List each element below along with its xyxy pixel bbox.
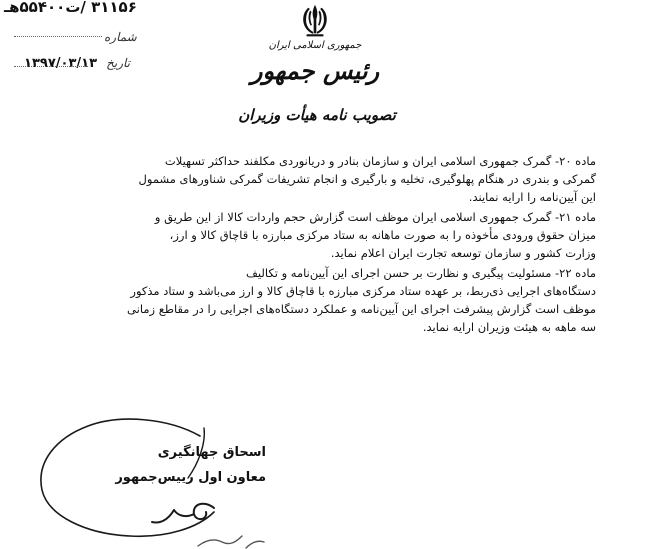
signatory-title: معاون اول رییس‌جمهور [115,470,266,485]
article-line: سه ماهه به هیئت وزیران ارایه نماید. [422,320,596,334]
article-line: میزان حقوق ورودی مأخوذه را به صورت ماهانه به ستاد مرکزی مبارزه با قاچاق کالا و ارز، [169,228,596,242]
article-line: ماده ۲۲- مسئولیت پیگیری و نظارت بر حسن اجرای این آیین‌نامه و تکالیف [246,266,596,280]
number-dotted-line [14,36,102,37]
decree-body [48,152,596,338]
article-line: وزارت کشور و سازمان توسعه تجارت ایران اعلام نماید. [330,246,596,260]
date-value: ۱۳۹۷/۰۳/۱۳ [24,56,98,71]
article-line: موظف است گزارش پیشرفت اجرای این آیین‌نامه و عملکرد دستگاه‌های اجرایی را در مقاطع زمانی [127,302,596,316]
article-line: ماده ۲۱- گمرک جمهوری اسلامی ایران موظف است گزارش حجم واردات کالا از این طریق و [154,210,596,224]
cut-off-scribble [196,530,266,549]
reference-number: ۳۱۱۵۶ /ت۵۵۴۰۰هـ [4,0,137,16]
signatory-name: اسحاق جهانگیری [157,445,266,460]
article-line: این آیین‌نامه را ارایه نمایند. [468,190,596,204]
article-line: دستگاه‌های اجرایی ذی‌ربط، بر عهده ستاد مرکزی مبارزه با قاچاق کالا و ارز می‌باشد و ستاد مذکور [130,284,596,298]
article-21 [48,208,596,262]
iran-emblem-icon [296,2,334,40]
article-line: گمرکی و بندری در هنگام پهلوگیری، تخلیه و بارگیری و انجام تشریفات گمرکی شناورهای مشمول [138,172,596,186]
approval-title: تصویب نامه هیأت وزیران [238,106,396,124]
date-label: تاریخ [106,56,130,70]
office-title: رئیس جمهور [250,56,380,85]
article-line: ماده ۲۰- گمرک جمهوری اسلامی ایران و سازمان بنادر و دریانوردی مکلفند حداکثر تسهیلات [164,154,596,168]
article-20 [48,152,596,206]
country-name: جمهوری اسلامی ایران [268,40,362,51]
date-dotted-line [14,66,88,67]
number-label: شماره [104,30,137,44]
date-row [14,52,130,71]
article-22 [48,264,596,336]
